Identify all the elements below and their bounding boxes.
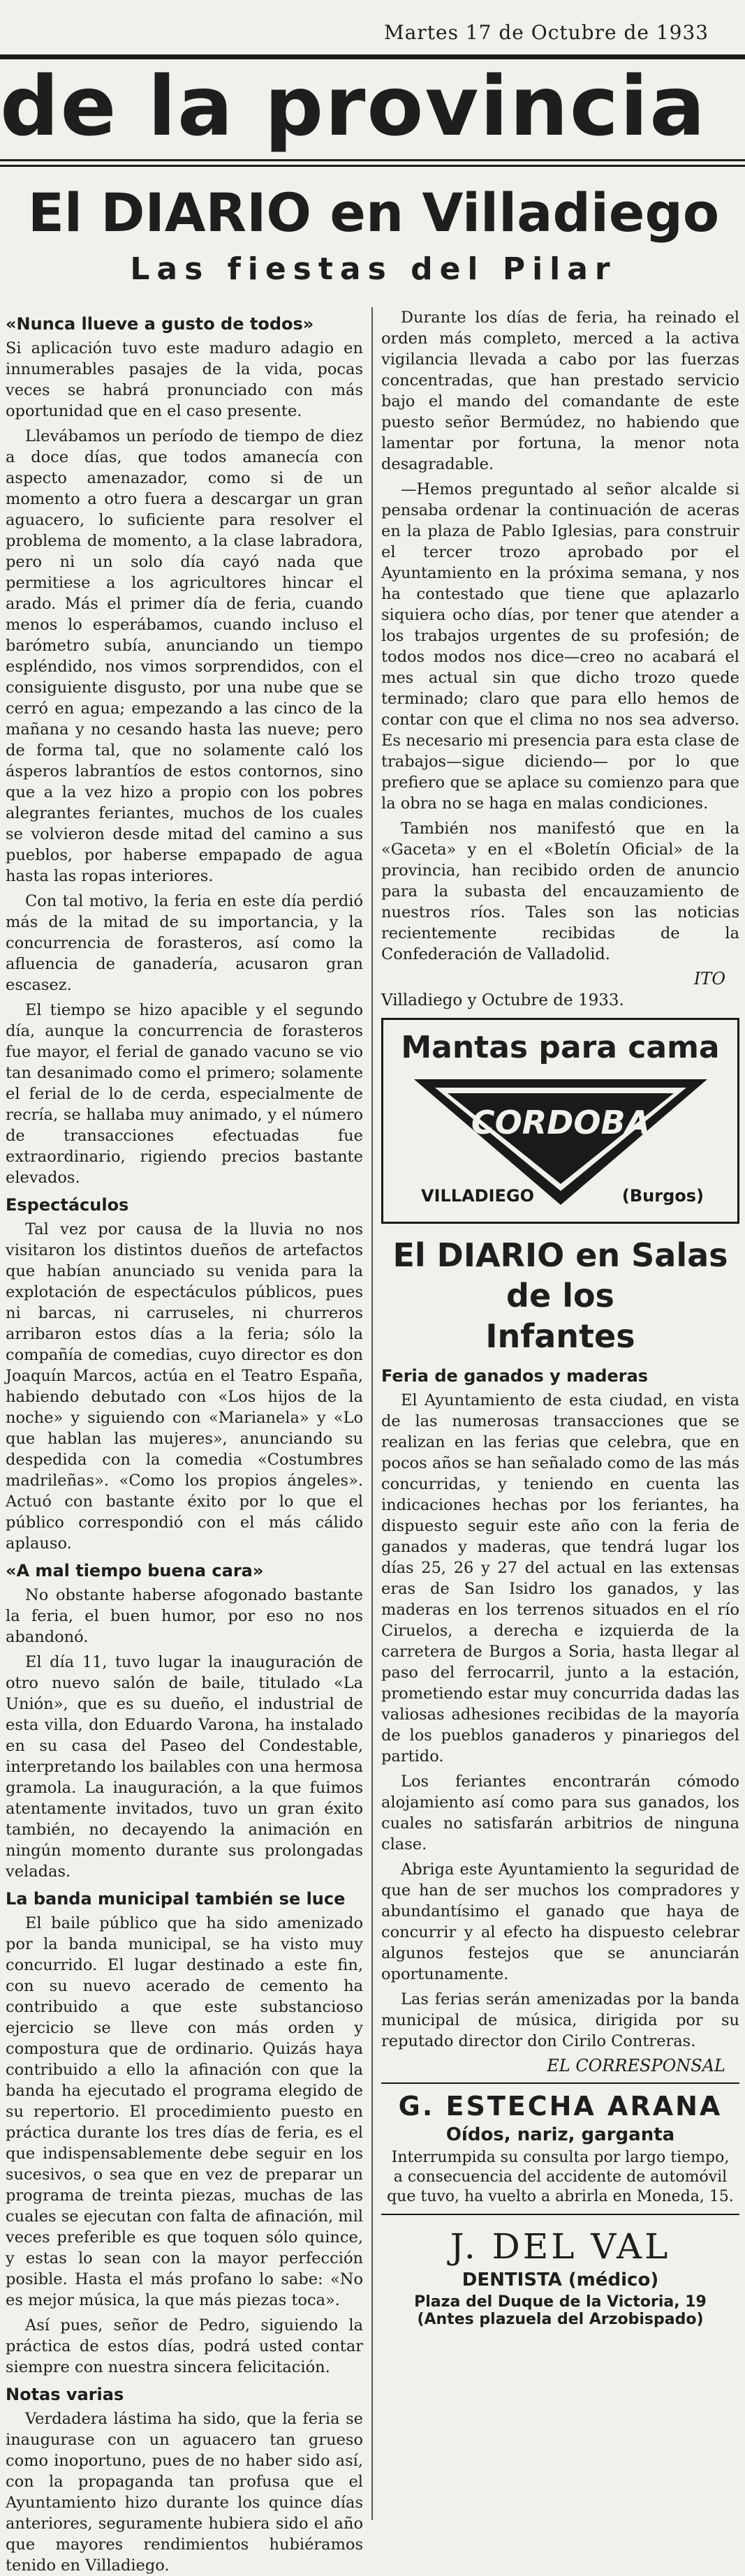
paragraph: Tal vez por causa de la lluvia no nos visitaron los distintos dueños de artefactos que habían anunciado su venida para la explotación de espectáculos públicos, pues ni barcas, ni carruseles, ni churreros arribaron estos días a la feria; sólo la compañía de comedias, cuyo director es don Joaquín Marcos, actúa en el Teatro España, habiendo debutado con «Los hijos de la noche» y siguiendo con «Marianela» y «Lo que hablan las mujeres», anunciando su despedida con la comedia «Costumbres madrileñas». «Como los propios ángeles». Actuó con bastante éxito por lo que el público correspondió con el más cálido aplauso. bbox=[6, 1220, 363, 1553]
ad-specialty: Oídos, nariz, garganta bbox=[445, 2124, 675, 2145]
advertisement-mantas bbox=[381, 1018, 739, 1224]
section-heading: Espectáculos bbox=[6, 1195, 129, 1215]
paragraph: Si aplicación tuvo este maduro adagio en innumerables pasajes de la vida, pocas veces se habrá pronunciado con más oportunidad que en el caso presente. bbox=[6, 339, 363, 420]
paragraph: El tiempo se hizo apacible y el segundo día, aunque la concurrencia de forasteros fue mayor, el ferial de ganado vacuno se vio tan desanimado como el primero; solamente el ferial de lo de cerda, especialmente de recría, se hallaba muy animado, y el número de transacciones efectuadas fue extraordinario, rigiendo precios bastante elevados. bbox=[6, 1001, 363, 1187]
paragraph: Así pues, señor de Pedro, siguiendo la práctica de estos días, podrá usted contar siempre con nuestra sincera felicitación. bbox=[6, 2316, 363, 2376]
ad-town: VILLADIEGO bbox=[420, 1186, 534, 1206]
advertisement-estecha bbox=[381, 2082, 739, 2207]
right-column bbox=[381, 307, 739, 2520]
ad-address-line2: (Antes plazuela del Arzobispado) bbox=[417, 2311, 704, 2328]
article-title: El DIARIO en Villadiego bbox=[27, 182, 720, 244]
section-heading: «Nunca llueve a gusto de todos» bbox=[6, 314, 314, 334]
article2-title-line2: Infantes bbox=[485, 1317, 635, 1355]
article-signature: ITO bbox=[693, 969, 725, 989]
ad-profession: DENTISTA (médico) bbox=[462, 2270, 659, 2290]
article2-signature: EL CORRESPONSAL bbox=[547, 2056, 725, 2075]
section-heading: Notas varias bbox=[6, 2385, 124, 2404]
paragraph: Los feriantes encontrarán cómodo alojamiento así como para sus ganados, los cuales no satisfarán arbitrios de ninguna clase. bbox=[381, 1772, 739, 1853]
paragraph: El Ayuntamiento de esta ciudad, en vista de las numerosas transacciones que se realizan en las ferias que celebra, que en pocos años se han señalado como de las más concurridas, y teniendo en cuenta las indicaciones hechas por los feriantes, ha dispuesto seguir este año con la feria de ganados y maderas, que tendrá lugar los días 25, 26 y 27 del actual en las extensas eras de San Isidro los ganados, y las maderas en los terrenos situados en el río Ciruelos, a derecha e izquierda de la carretera de Burgos a Soria, hasta llegar al paso del ferrocarril, junto a la estación, prometiendo estar muy concurrida dadas las valiosas adhesiones recibidas de la mayoría de los pueblos ganaderos y pinariegos del partido. bbox=[381, 1391, 739, 1766]
paragraph: No obstante haberse afogonado bastante la feria, el buen humor, por eso no nos abandonó. bbox=[6, 1586, 363, 1646]
section-banner: de la provincia bbox=[0, 58, 707, 154]
diamond-logo-icon bbox=[407, 1072, 714, 1212]
paragraph: Verdadera lástima ha sido, que la feria se inaugurase con un aguacero tan grueso como inoportuno, pues de no haber sido así, con la propaganda tan profusa que el Ayuntamiento hizo durante los quince días anteriores, seguramente hubiera sido el año que mayores rendimientos hubiéramos tenido en Villadiego. bbox=[6, 2410, 363, 2575]
banner-rule-top bbox=[0, 159, 745, 161]
paragraph: Durante los días de feria, ha reinado el orden más completo, merced a la activa vigilancia llevada a cabo por las fuerzas concentradas, que han prestado servicio bajo el mando del comandante de este puesto señor Bermúdez, no habiendo que lamentar por fortuna, la menor nota desagradable. bbox=[381, 309, 739, 473]
section-heading: Feria de ganados y maderas bbox=[381, 1366, 649, 1386]
ad-address-line1: Plaza del Duque de la Victoria, 19 bbox=[414, 2293, 707, 2311]
ad-province: (Burgos) bbox=[621, 1186, 704, 1206]
paragraph: Las ferias serán amenizadas por la banda municipal de música, dirigida por su reputado director don Cirilo Contreras. bbox=[381, 1990, 739, 2050]
article-dateline: Villadiego y Octubre de 1933. bbox=[381, 991, 624, 1009]
paragraph: El día 11, tuvo lugar la inauguración de otro nuevo salón de baile, titulado «La Unión», que es su dueño, el industrial de esta villa, don Eduardo Varona, ha instalado en su casa del Paseo del Condestable, interpretando los bailables con una hermosa gramola. La inauguración, a la que fuimos atentamente invitados, tuvo un gran éxito también, no decayendo la animación en ningún momento durante sus prolongadas veladas. bbox=[6, 1653, 363, 1881]
article2-title bbox=[381, 1235, 739, 1356]
section-heading: La banda municipal también se luce bbox=[6, 1889, 346, 1909]
paragraph: Con tal motivo, la feria en este día perdió más de la mitad de su importancia, y la concurrencia de forasteros, así como la afluencia de ganadería, acusaron gran escasez. bbox=[6, 892, 363, 994]
ad-brand: CORDOBA bbox=[471, 1104, 650, 1141]
article-subtitle: Las fiestas del Pilar bbox=[130, 251, 617, 287]
paragraph: El baile público que ha sido amenizado por la banda municipal, se ha visto muy concurrido. El lugar destinado a este fin, con su nuevo acerado de cemento ha contribuido a que este substancioso ejercicio se lleve con más orden y compostura que de ordinario. Quizás haya contribuido a ello la afinación con que la banda ha ejecutado el programa elegido de su repertorio. El procedimiento puesto en práctica durante los tres días de feria, es el que indispensablemente debe seguir en los sucesivos, o sea que en vez de preparar un programa de treinta piezas, muchas de las cuales se ejecutan con falta de afinación, mil veces preferible es que toquen sólo quince, y estas lo sean con la mayor perfección posible. Hasta el más profano lo sabe: «No es mejor música, la que más piezas toca». bbox=[6, 1914, 363, 2309]
ad-body: Interrumpida su consulta por largo tiempo, a consecuencia del accidente de automóvil que tuvo, ha vuelto a abrirla en Moneda, 15. bbox=[387, 2149, 734, 2205]
advertisement-delval bbox=[381, 2214, 739, 2328]
banner-rule-bottom bbox=[0, 165, 745, 167]
paragraph: —Hemos preguntado al señor alcalde si pensaba ordenar la continuación de aceras en la plaza de Pablo Iglesias, para construir el tercer trozo aprobado por el Ayuntamiento en la próxima semana, y nos ha contestado que tiene que aplazarlo siquiera ocho días, por tener que atender a los trabajos urgentes de su profesión; de todos modos nos dice—creo no acabará el mes actual sin que dicho trozo quede terminado; claro que para ello hemos de contar con que el clima no nos sea adverso. Es necesario mi presencia para esta clase de trabajos—sigue diciendo— por lo que prefiero que se aplace su comienzo para que la obra no se haga en malas condiciones. bbox=[381, 480, 739, 813]
section-heading: «A mal tiempo buena cara» bbox=[6, 1561, 264, 1581]
ad-doctor-name: G. ESTECHA ARANA bbox=[398, 2091, 723, 2122]
left-column bbox=[6, 307, 363, 2575]
paragraph: Llevábamos un período de tiempo de diez a doce días, que todos amanecía con aspecto amenazador, como si de un momento a otro fuera a descargar un gran aguacero, lo suficiente para resolver el problema de momento, a la clase labradora, pero ni un solo día cayó nada que permitiese a los agricultores hincar el arado. Más el primer día de feria, cuando menos lo esperábamos, cuando incluso el barómetro subía, anunciando un tiempo espléndido, nos vimos sorprendidos, con el consiguiente disgusto, por una nube que se cerró en agua; empezando a las cinco de la mañana y no cesando hasta las nueve; pero de forma tal, que no solamente caló los ásperos labrantíos de estos contornos, sino que a la vez hizo a propio con los pobres alegrantes feriantes, muchos de los cuales se volvieron desde mitad del camino a sus pueblos, por haberse empapado de agua hasta las ropas interiores. bbox=[6, 427, 363, 885]
ad-title: Mantas para cama bbox=[401, 1030, 720, 1065]
ad-dentist-name: J. DEL VAL bbox=[450, 2226, 671, 2267]
column-divider bbox=[371, 307, 373, 2520]
header-date: Martes 17 de Octubre de 1933 bbox=[384, 21, 709, 44]
paragraph: También nos manifestó que en la «Gaceta» y en el «Boletín Oficial» de la provincia, han recibido orden de anuncio para la subasta del encauzamiento de nuestros ríos. Tales son las noticias recientemente recibidas de la Confederación de Valladolid. bbox=[381, 820, 739, 963]
article2-title-line1: El DIARIO en Salas de los bbox=[392, 1236, 728, 1315]
paragraph: Abriga este Ayuntamiento la seguridad de que han de ser muchos los compradores y abundantísimo el ganado que haya de concurrir y al efecto ha dispuesto celebrar algunos festejos que se anunciarán oportunamente. bbox=[381, 1860, 739, 1983]
